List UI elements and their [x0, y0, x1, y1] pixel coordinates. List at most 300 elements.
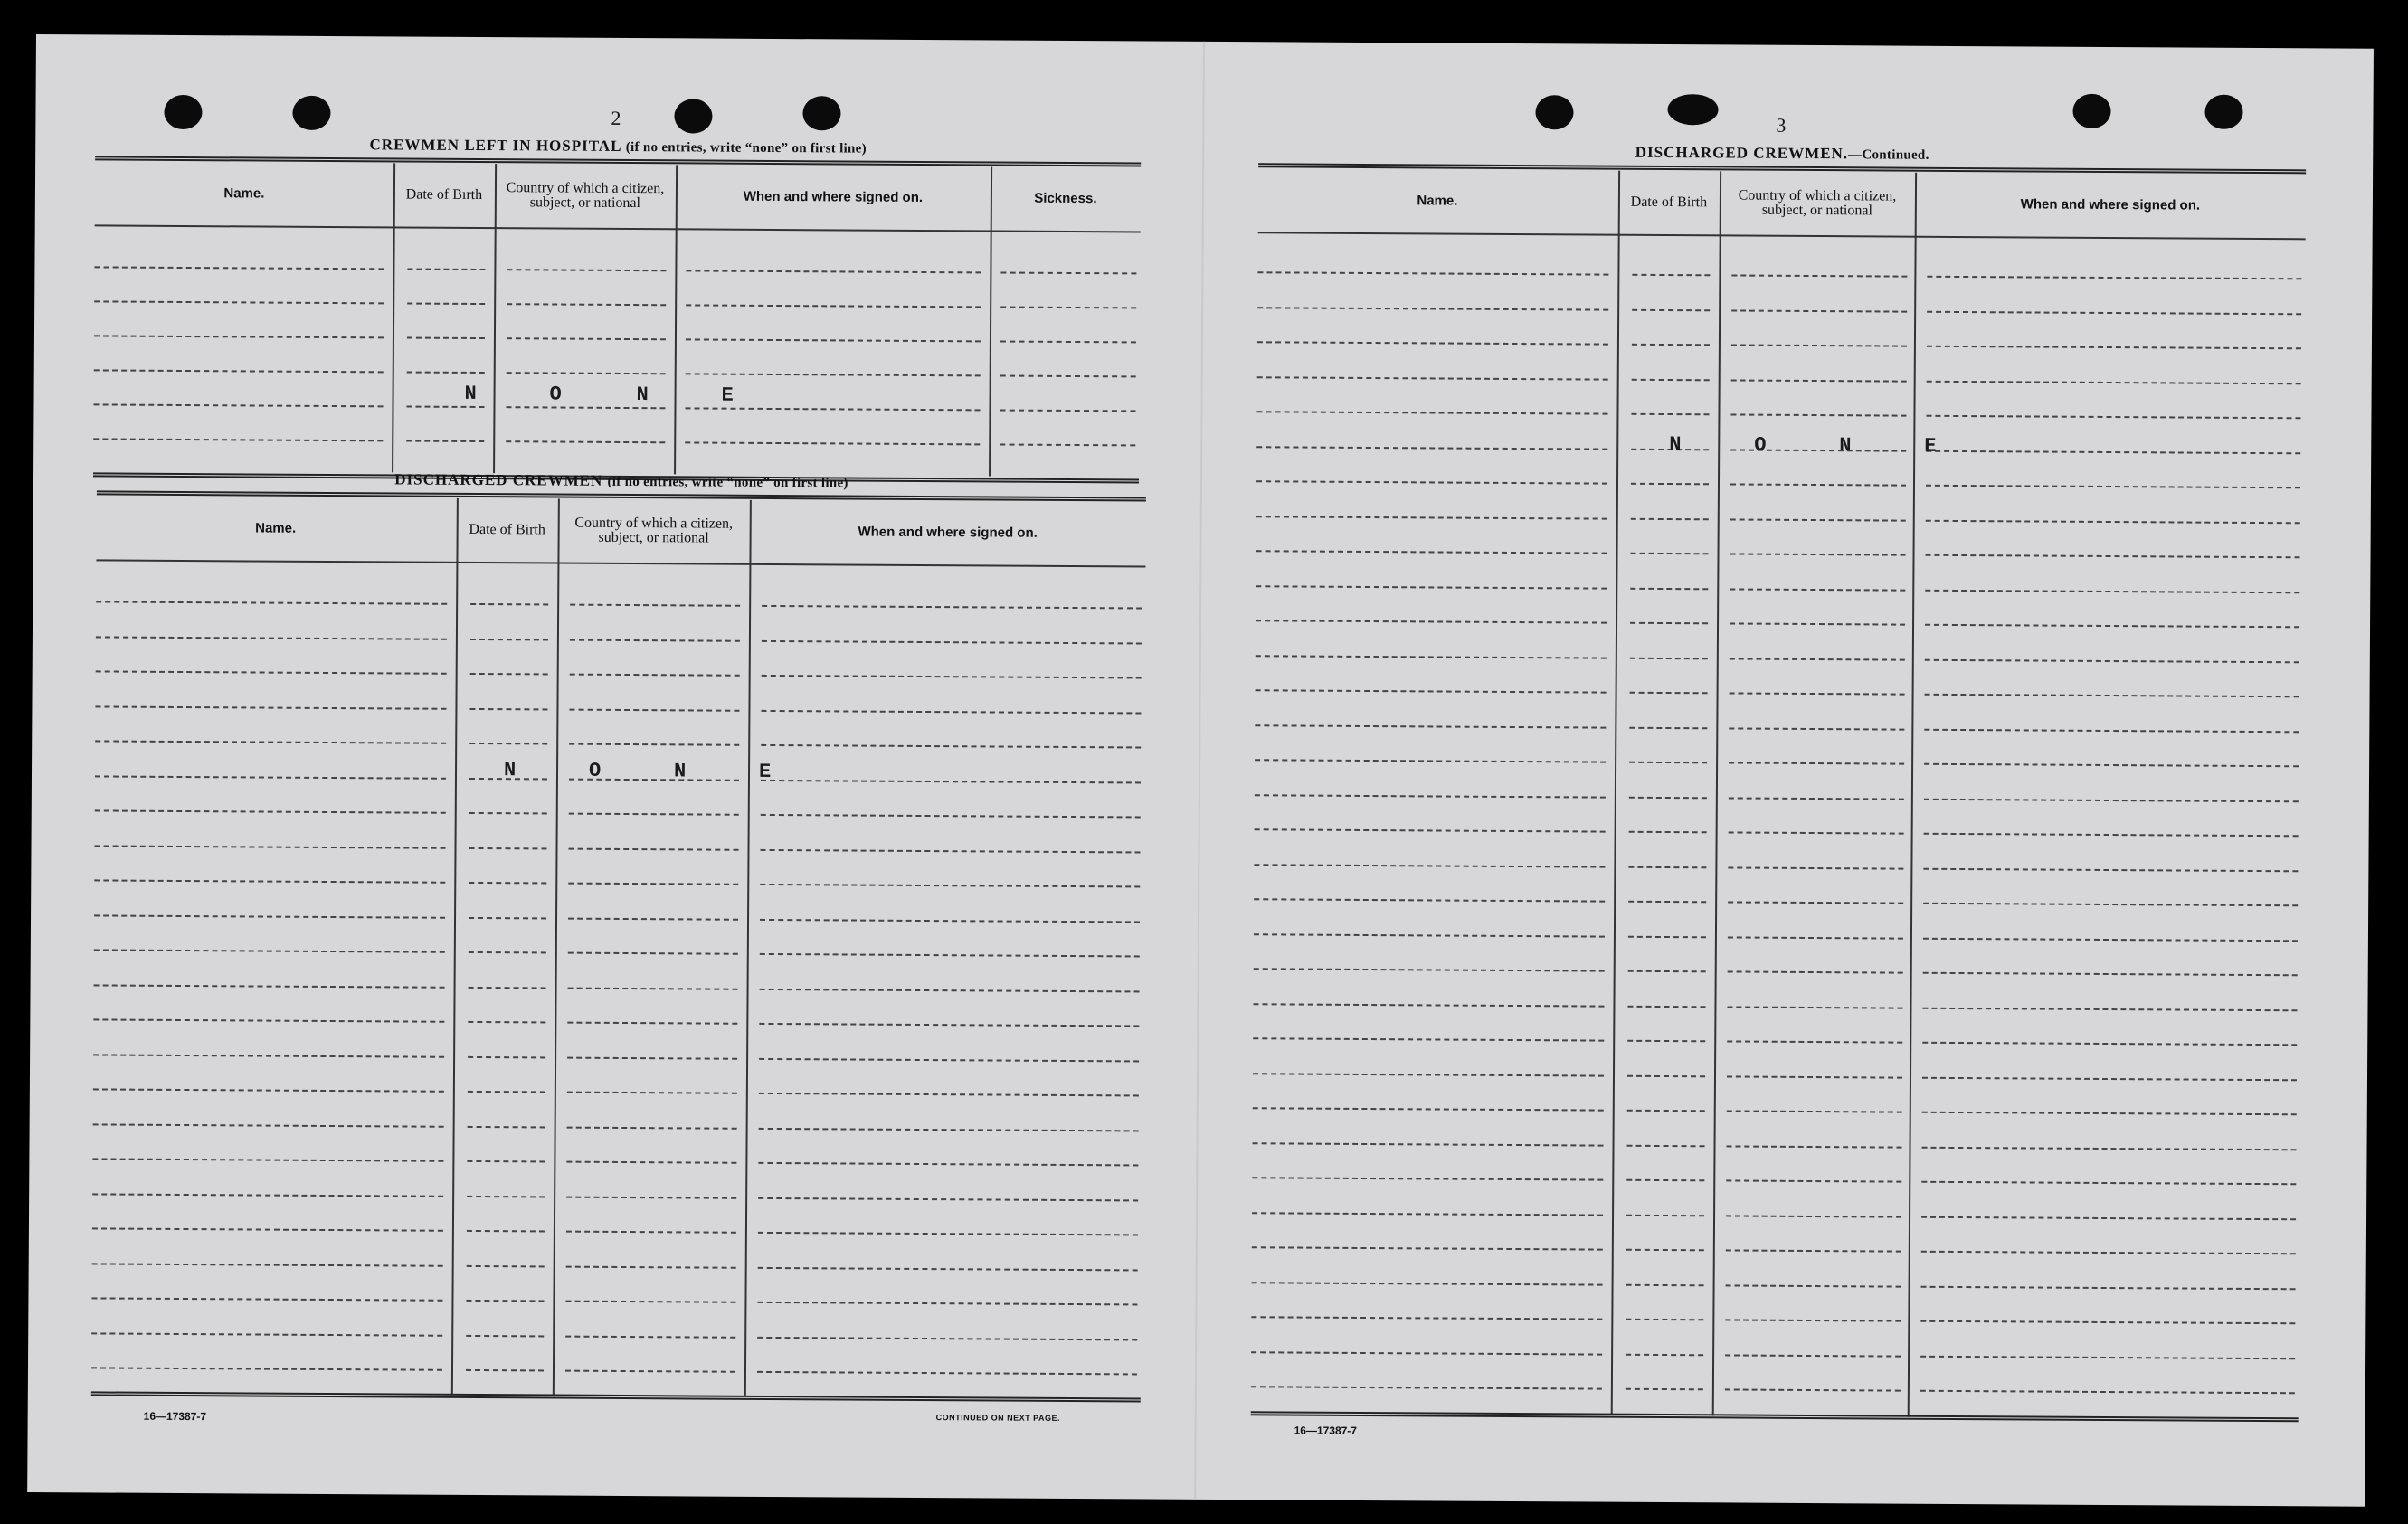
ruled-line	[469, 951, 546, 954]
discharged-title-text: DISCHARGED CREWMEN	[394, 470, 603, 489]
ruled-line	[1924, 833, 2299, 838]
ruled-line	[470, 673, 548, 676]
ruled-line	[95, 775, 446, 779]
ruled-line	[1626, 1214, 1704, 1216]
ruled-line	[686, 304, 981, 308]
right-col-divider	[1908, 173, 1917, 1417]
ruled-line	[469, 916, 546, 919]
ruled-line	[466, 1300, 544, 1302]
ruled-line	[1927, 380, 2301, 384]
ruled-line	[1922, 1007, 2297, 1011]
typed-none-letter: E	[721, 383, 734, 407]
ruled-line	[761, 779, 1141, 783]
ruled-line	[1626, 1388, 1703, 1391]
ruled-line	[1729, 762, 1904, 764]
ruled-line	[1628, 866, 1706, 868]
ruled-line	[761, 709, 1141, 714]
ruled-line	[1730, 692, 1905, 695]
hospital-col-signed: When and where signed on.	[743, 188, 924, 205]
punch-hole	[1667, 94, 1718, 125]
ruled-line	[1921, 1285, 2296, 1290]
ruled-line	[95, 845, 446, 848]
ruled-line	[95, 705, 446, 709]
punch-hole	[292, 96, 330, 130]
ruled-line	[1925, 589, 2299, 593]
ruled-line	[468, 1021, 545, 1024]
page-number-left: 2	[611, 106, 621, 129]
ruled-line	[566, 1161, 736, 1164]
ruled-line	[1631, 553, 1709, 555]
ruled-line	[1254, 864, 1605, 867]
ruled-line	[1627, 1074, 1705, 1077]
ruled-line	[1926, 554, 2300, 559]
ruled-line	[1255, 828, 1606, 832]
typed-none-letter: E	[1924, 434, 1937, 458]
ruled-line	[92, 1227, 443, 1231]
ruled-line	[94, 335, 384, 338]
ruled-line	[1626, 1283, 1704, 1286]
ruled-line	[1256, 620, 1607, 623]
ruled-line	[570, 674, 740, 677]
ruled-line	[762, 605, 1142, 610]
ruled-line	[759, 1057, 1139, 1062]
ruled-line	[1926, 450, 2300, 454]
ruled-line	[1252, 1246, 1603, 1250]
ruled-line	[94, 266, 384, 270]
hospital-title	[95, 134, 1141, 158]
discharged-title-note: (if no entries, write “none” on first line)	[607, 474, 848, 491]
ruled-line	[1923, 867, 2298, 872]
ruled-line	[94, 879, 445, 883]
ruled-line	[1253, 1107, 1604, 1111]
ruled-line	[1731, 309, 1907, 312]
ruled-line	[1254, 933, 1605, 937]
ruled-line	[93, 1088, 444, 1092]
ruled-line	[757, 1336, 1137, 1340]
discharged-col-divider	[744, 500, 752, 1396]
ruled-line	[566, 1231, 736, 1234]
ruled-line	[92, 1193, 443, 1197]
ruled-line	[1252, 1212, 1603, 1216]
ruled-line	[686, 338, 981, 342]
punch-hole	[164, 95, 202, 129]
ruled-line	[1253, 1037, 1604, 1041]
right-bottom-rule	[1251, 1411, 2299, 1422]
ruled-line	[1000, 444, 1135, 447]
ruled-line	[1927, 276, 2301, 280]
ruled-line	[469, 847, 547, 849]
ruled-line	[506, 406, 665, 409]
ruled-line	[1256, 480, 1607, 484]
ruled-line	[1730, 622, 1905, 625]
ruled-line	[1632, 274, 1710, 277]
ruled-line	[1924, 763, 2299, 768]
ruled-line	[407, 269, 485, 271]
ruled-line	[1251, 1316, 1602, 1320]
ruled-line	[1726, 1249, 1901, 1252]
ruled-line	[1729, 797, 1904, 800]
ruled-line	[1728, 901, 1903, 904]
ruled-line	[96, 636, 447, 639]
right-col-signed: When and where signed on.	[2020, 196, 2201, 213]
ruled-line	[470, 603, 548, 606]
ruled-line	[1725, 1354, 1901, 1357]
hospital-col-divider	[674, 165, 678, 474]
ruled-line	[1730, 588, 1905, 591]
ruled-line	[1727, 1006, 1902, 1008]
punch-hole	[2204, 95, 2242, 129]
ruled-line	[568, 987, 738, 989]
typed-none-letter: N	[464, 382, 477, 405]
ruled-line	[93, 1123, 444, 1127]
ruled-line	[93, 1018, 444, 1022]
ruled-line	[467, 1230, 545, 1233]
ruled-line	[1251, 1386, 1602, 1389]
typed-none-letter: E	[758, 760, 772, 783]
ruled-line	[1730, 483, 1906, 486]
ruled-line	[569, 743, 739, 746]
ruled-line	[468, 1091, 545, 1093]
ruled-line	[1920, 1390, 2295, 1395]
right-col-divider	[1712, 171, 1721, 1415]
ruled-line	[1629, 762, 1707, 764]
page-fold	[1194, 42, 1205, 1500]
scanned-form	[27, 34, 2374, 1507]
typed-none-letter: N	[1839, 434, 1852, 458]
ruled-line	[1627, 1110, 1705, 1112]
ruled-line	[1253, 1073, 1604, 1076]
ruled-line	[1725, 1319, 1901, 1321]
hospital-col-sickness: Sickness.	[1034, 190, 1097, 207]
ruled-line	[1630, 622, 1708, 625]
ruled-line	[567, 1092, 737, 1094]
ruled-line	[96, 670, 447, 674]
ruled-line	[1256, 411, 1607, 414]
ruled-line	[467, 1195, 545, 1197]
typed-none-letter: O	[1754, 433, 1767, 457]
ruled-line	[1252, 1282, 1603, 1285]
hospital-col-divider	[989, 166, 992, 476]
ruled-line	[407, 303, 485, 306]
ruled-line	[1927, 346, 2301, 350]
ruled-line	[470, 638, 548, 640]
ruled-line	[1726, 1215, 1901, 1217]
ruled-line	[1257, 307, 1608, 310]
ruled-line	[760, 953, 1140, 958]
ruled-line	[1257, 341, 1608, 345]
ruled-line	[570, 604, 740, 607]
ruled-line	[1725, 1388, 1901, 1391]
punch-hole	[674, 99, 712, 133]
discharged-col-country: Country of which a citizen, subject, or national	[574, 515, 734, 546]
ruled-line	[1629, 796, 1707, 799]
ruled-line	[407, 372, 485, 374]
ruled-line	[1924, 728, 2299, 733]
ruled-line	[96, 601, 447, 604]
ruled-line	[92, 1263, 443, 1266]
ruled-line	[762, 675, 1142, 679]
discharged-col-divider	[451, 498, 459, 1394]
ruled-line	[565, 1370, 735, 1373]
ruled-line	[1630, 657, 1708, 659]
ruled-line	[469, 812, 547, 815]
ruled-line	[565, 1335, 735, 1338]
ruled-line	[1626, 1249, 1704, 1252]
ruled-line	[95, 809, 446, 813]
ruled-line	[568, 952, 738, 955]
ruled-line	[94, 300, 384, 304]
ruled-line	[1000, 307, 1136, 309]
ruled-line	[1729, 831, 1904, 834]
ruled-line	[1000, 375, 1136, 378]
ruled-line	[759, 1093, 1139, 1097]
ruled-line	[1257, 376, 1608, 380]
hospital-col-country: Country of which a citizen, subject, or national	[506, 180, 665, 212]
hospital-col-divider	[493, 164, 497, 473]
ruled-line	[1727, 1110, 1902, 1112]
ruled-line	[566, 1196, 736, 1198]
ruled-line	[1257, 271, 1608, 275]
ruled-line	[1627, 1144, 1705, 1147]
typed-none-letter: N	[503, 759, 517, 782]
ruled-line	[1921, 1251, 2296, 1255]
ruled-line	[406, 406, 484, 409]
ruled-line	[567, 1126, 737, 1129]
ruled-line	[1628, 935, 1706, 938]
ruled-line	[91, 1297, 442, 1301]
ruled-line	[469, 986, 546, 989]
ruled-line	[1254, 898, 1605, 902]
discharged-continued-section	[1251, 141, 2307, 1450]
ruled-line	[1256, 655, 1607, 658]
ruled-line	[407, 337, 485, 340]
ruled-line	[1255, 794, 1606, 798]
ruled-line	[1256, 585, 1607, 589]
discharged-col-name: Name.	[255, 520, 297, 536]
discharged-continued-suffix: —Continued.	[1848, 147, 1929, 163]
ruled-line	[1254, 968, 1605, 971]
ruled-line	[1728, 970, 1903, 973]
ruled-line	[468, 1055, 545, 1058]
ruled-line	[1253, 1142, 1604, 1146]
ruled-line	[92, 1158, 443, 1161]
ruled-line	[1632, 378, 1710, 381]
ruled-line	[1922, 1112, 2297, 1116]
typed-none-letter: O	[549, 383, 562, 406]
ruled-line	[1629, 831, 1707, 834]
typed-none-letter: O	[588, 759, 602, 782]
ruled-line	[1927, 310, 2301, 315]
ruled-line	[1256, 446, 1607, 450]
ruled-line	[1256, 516, 1607, 519]
ruled-line	[93, 1054, 444, 1057]
ruled-line	[569, 813, 739, 816]
ruled-line	[91, 1332, 442, 1336]
discharged-section	[90, 469, 1146, 1452]
hospital-col-birth: Date of Bırth	[405, 186, 483, 204]
ruled-line	[1923, 903, 2298, 907]
ruled-line	[1000, 272, 1136, 275]
ruled-line	[1628, 970, 1706, 973]
ruled-line	[94, 369, 384, 373]
ruled-line	[95, 740, 446, 743]
ruled-line	[1730, 553, 1906, 555]
ruled-line	[1923, 972, 2298, 977]
ruled-line	[1255, 759, 1606, 762]
ruled-line	[1729, 727, 1904, 730]
ruled-line	[406, 440, 484, 443]
ruled-line	[758, 1266, 1138, 1271]
ruled-line	[762, 639, 1142, 644]
typed-none-letter: N	[673, 760, 687, 783]
discharged-continued-title-text: DISCHARGED CREWMEN.	[1635, 143, 1849, 163]
ruled-line	[1632, 344, 1710, 346]
ruled-line	[1256, 550, 1607, 554]
ruled-line	[1731, 379, 1907, 382]
ruled-line	[93, 438, 383, 441]
ruled-line	[685, 441, 980, 445]
ruled-line	[507, 303, 666, 306]
ruled-line	[1000, 410, 1135, 412]
ruled-line	[760, 988, 1140, 992]
ruled-line	[467, 1264, 545, 1267]
ruled-line	[568, 883, 738, 885]
ruled-line	[469, 707, 547, 710]
ruled-line	[567, 1022, 737, 1025]
continued-note: CONTINUED ON NEXT PAGE.	[935, 1413, 1061, 1423]
typed-none-letter: N	[636, 383, 649, 407]
ruled-line	[1726, 1179, 1901, 1182]
ruled-line	[1000, 341, 1136, 344]
ruled-line	[469, 743, 547, 745]
ruled-line	[1926, 415, 2300, 420]
ruled-line	[761, 848, 1141, 853]
ruled-line	[1924, 798, 2299, 802]
ruled-line	[1253, 1003, 1604, 1007]
ruled-line	[1626, 1319, 1703, 1321]
ruled-line	[686, 270, 981, 273]
right-col-birth: Date of Birth	[1630, 194, 1708, 211]
ruled-line	[1626, 1353, 1703, 1356]
ruled-line	[1256, 689, 1607, 693]
ruled-line	[1255, 724, 1606, 728]
ruled-line	[759, 1023, 1139, 1027]
ruled-line	[1922, 1076, 2297, 1081]
discharged-continued-title	[1258, 141, 2306, 166]
ruled-line	[1630, 587, 1708, 590]
ruled-line	[1730, 518, 1906, 521]
ruled-line	[761, 744, 1141, 749]
ruled-line	[1252, 1177, 1603, 1180]
ruled-line	[506, 440, 665, 443]
ruled-line	[566, 1265, 736, 1268]
ruled-line	[1626, 1179, 1704, 1182]
ruled-line	[1726, 1284, 1901, 1287]
discharged-col-signed: When and where signed on.	[858, 524, 1038, 541]
punch-hole	[2072, 94, 2110, 128]
ruled-line	[567, 1056, 737, 1059]
ruled-line	[757, 1302, 1137, 1306]
hospital-title-note: (if no entries, write “none” on first line)	[625, 139, 867, 156]
ruled-line	[1627, 1005, 1705, 1008]
ruled-line	[1921, 1216, 2296, 1220]
ruled-line	[758, 1232, 1138, 1236]
ruled-line	[760, 884, 1140, 888]
punch-hole	[802, 96, 840, 130]
ruled-line	[468, 1125, 545, 1128]
ruled-line	[1629, 726, 1707, 729]
ruled-line	[1631, 413, 1709, 416]
ruled-line	[685, 407, 980, 411]
ruled-line	[568, 917, 738, 920]
ruled-line	[1727, 1075, 1902, 1078]
page-number-right: 3	[1776, 113, 1787, 137]
typed-none-letter: N	[1669, 433, 1682, 457]
ruled-line	[758, 1162, 1138, 1167]
ruled-line	[1632, 308, 1710, 311]
ruled-line	[1731, 344, 1907, 346]
ruled-line	[1923, 937, 2298, 942]
ruled-line	[507, 269, 666, 271]
ruled-line	[1920, 1355, 2295, 1359]
hospital-section	[93, 134, 1141, 487]
ruled-line	[570, 639, 740, 641]
discharged-col-birth: Date of Birth	[469, 521, 545, 538]
ruled-line	[94, 984, 445, 988]
ruled-line	[569, 708, 739, 711]
hospital-col-name: Name.	[223, 185, 265, 202]
ruled-line	[1730, 413, 1906, 416]
ruled-line	[1922, 1146, 2297, 1150]
ruled-line	[466, 1369, 544, 1372]
ruled-line	[93, 403, 383, 407]
ruled-line	[565, 1301, 735, 1303]
ruled-line	[1630, 692, 1708, 695]
ruled-line	[94, 949, 445, 952]
ruled-line	[507, 337, 666, 340]
discharged-bottom-rule	[91, 1391, 1141, 1402]
ruled-line	[761, 814, 1141, 819]
ruled-line	[1731, 274, 1907, 277]
ruled-line	[91, 1367, 442, 1370]
ruled-line	[760, 918, 1140, 923]
ruled-line	[1921, 1181, 2296, 1186]
ruled-line	[1727, 1040, 1902, 1043]
right-col-divider	[1611, 171, 1620, 1415]
ruled-line	[1920, 1320, 2295, 1325]
right-col-country: Country of which a citizen, subject, or national	[1738, 187, 1897, 219]
ruled-line	[467, 1160, 545, 1163]
hospital-title-text: CREWMEN LEFT IN HOSPITAL	[369, 136, 621, 155]
ruled-line	[1251, 1351, 1602, 1355]
ruled-line	[1922, 1042, 2297, 1046]
ruled-line	[1730, 658, 1905, 660]
ruled-line	[686, 373, 981, 376]
ruled-line	[1925, 624, 2299, 629]
form-number-left: 16—17387-7	[143, 1409, 207, 1424]
ruled-line	[507, 372, 666, 374]
ruled-line	[1628, 901, 1706, 904]
ruled-line	[1926, 485, 2300, 489]
ruled-line	[469, 882, 546, 885]
ruled-line	[759, 1127, 1139, 1131]
ruled-line	[757, 1371, 1137, 1376]
form-number-right: 16—17387-7	[1294, 1424, 1358, 1437]
ruled-line	[1925, 658, 2299, 663]
ruled-line	[94, 914, 445, 918]
ruled-line	[1728, 936, 1903, 939]
ruled-line	[1925, 694, 2299, 698]
